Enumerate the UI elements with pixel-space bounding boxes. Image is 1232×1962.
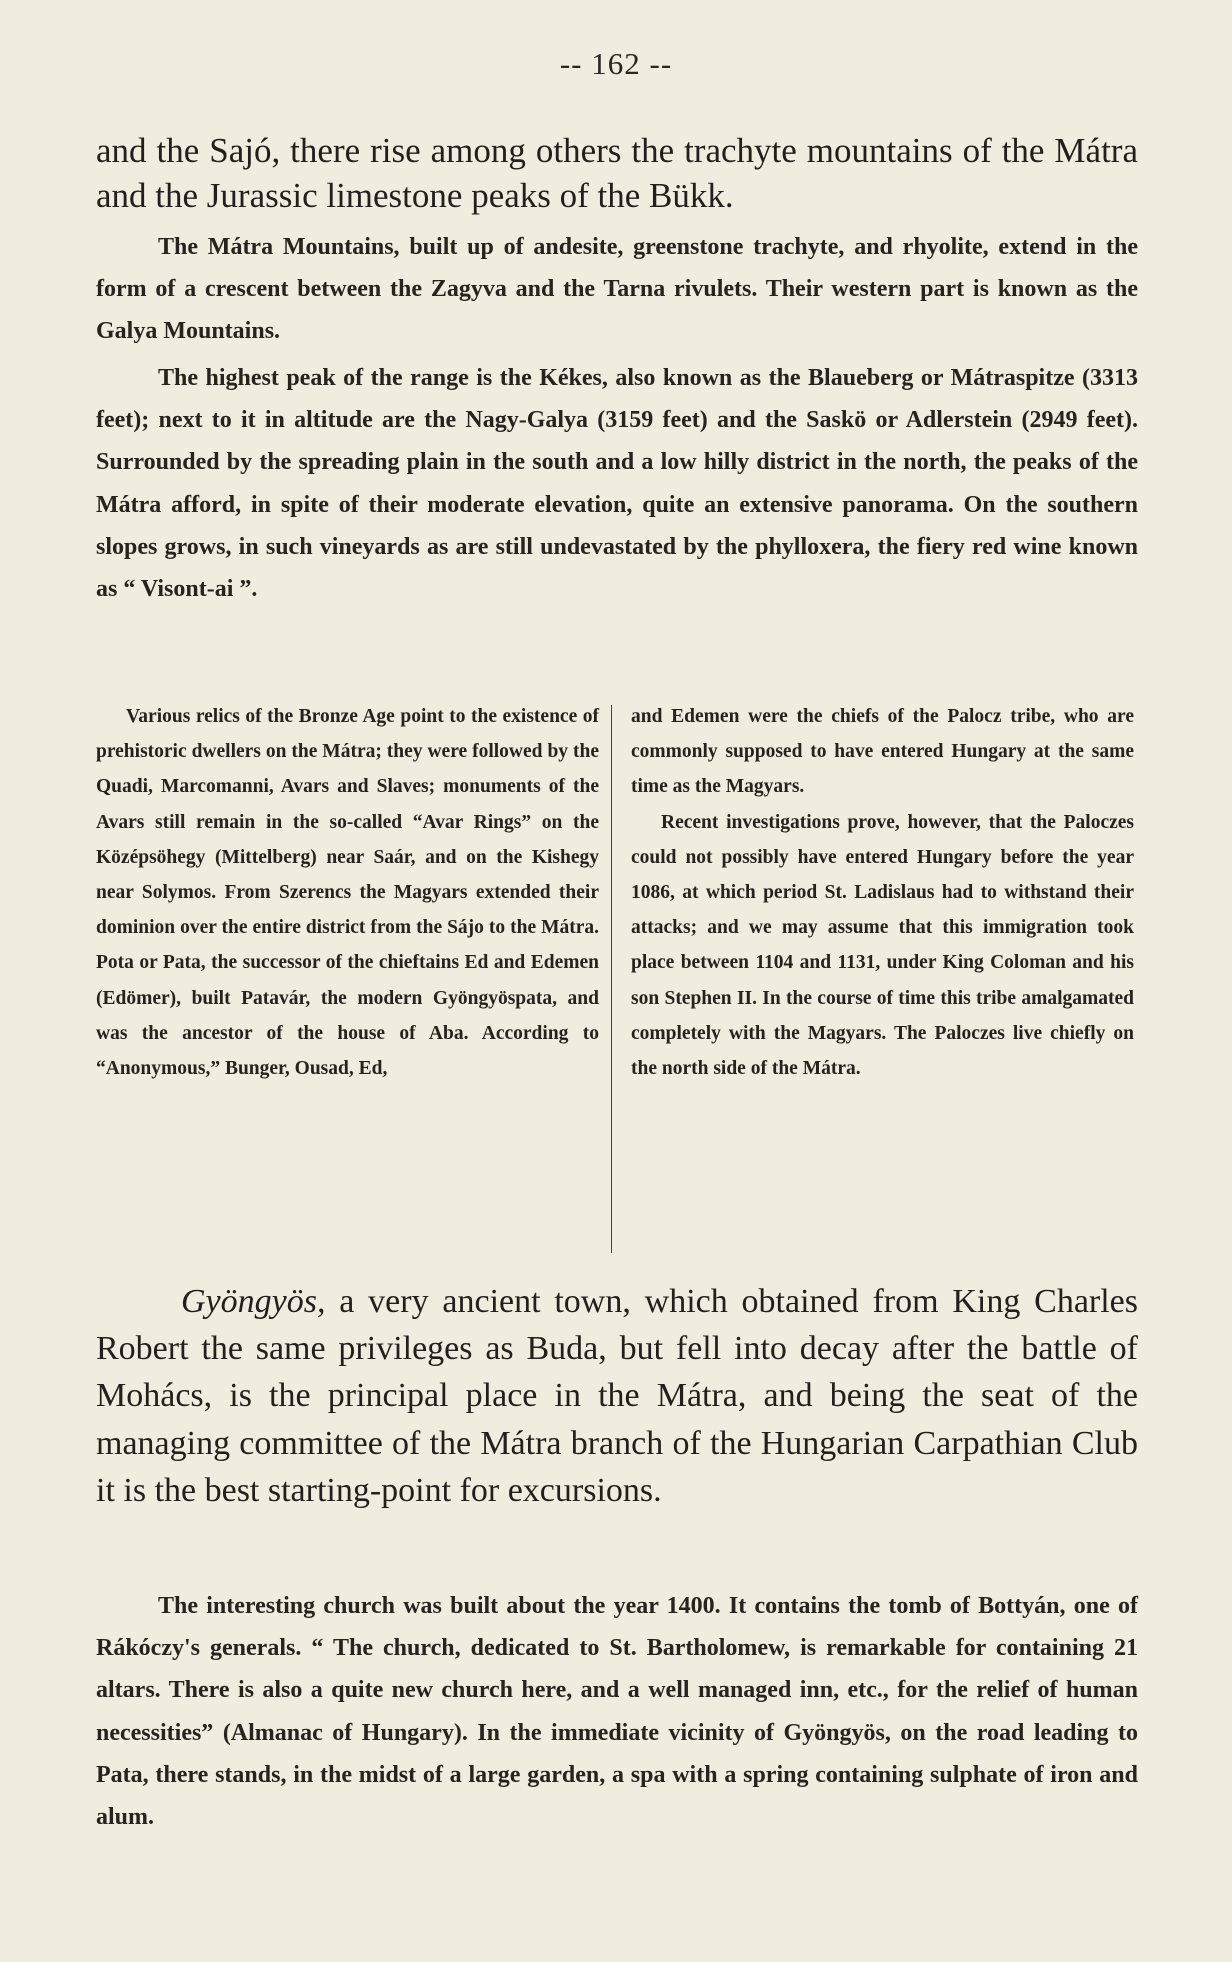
page-number: -- 162 -- xyxy=(559,46,673,81)
church-paragraph xyxy=(96,1585,1138,1838)
history-left-text: Various relics of the Bronze Age point to the existence of prehistoric dwellers on the Mátra; they were followed by the Quadi, Marcomanni, Avars and Slaves; monuments of the Avars still remain in the so-called “Avar Rings” on the Középsöhegy (Mittelberg) near Saár, and on the Kishegy near Solymos. From Szerencs the Magyars extended their dominion over the entire district from the Sájo to the Mátra. Pota or Pata, the successor of the chieftains Ed and Edemen (Edömer), built Patavár, the modern Gyöngyöspata, and was the ancestor of the house of Aba. According to “Anonymous,” Bunger, Ousad, Ed, xyxy=(96,706,599,1080)
matra-mountains-text: The Mátra Mountains, built up of andesite, greenstone trachyte, and rhyolite, extend in the form of a crescent between the Zagyva and the Tarna rivulets. Their western part is known as the Galya Mountains. xyxy=(96,234,1138,345)
church-text: The interesting church was built about the year 1400. It contains the tomb of Bottyán, one of Rákóczy's generals. “ The church, dedicated to St. Bartholomew, is remarkable for containing 21 altars. There is also a quite new church here, and a well managed inn, etc., for the relief of human necessities” (Almanac of Hungary). In the immediate vicinity of Gyöngyös, on the road leading to Pata, there stands, in the midst of a large garden, a spa with a spring containing sulphate of iron and alum. xyxy=(96,1593,1138,1831)
highest-peak-paragraph xyxy=(96,357,1138,610)
gyongyos-line xyxy=(96,1278,1138,1514)
column-divider xyxy=(611,705,612,1253)
matra-mountains-paragraph xyxy=(96,226,1138,353)
history-columns xyxy=(96,699,1138,1259)
gyongyos-paragraph xyxy=(96,1278,1138,1514)
highest-peak-text: The highest peak of the range is the Kékes, also known as the Blaueberg or Mátraspitze (3313 feet); next to it in altitude are the Nagy-Galya (3159 feet) and the Saskö or Adlerstein (2949 feet). Surrounded by the spreading plain in the south and a low hilly district in the north, the peaks of the Mátra afford, in spite of their moderate elevation, quite an extensive panorama. On the southern slopes grows, in such vineyards as are still undevastated by the phylloxera, the fiery red wine known as “ Visont-ai ”. xyxy=(96,365,1138,603)
history-right-continuation: and Edemen were the chiefs of the Palocz tribe, who are commonly supposed to have entered Hungary at the same time as the Magyars. xyxy=(631,706,1134,798)
history-right-paragraph: Recent investigations prove, however, that the Paloczes could not possibly have entered Hungary before the year 1086, at which period St. Ladislaus had to withstand their attacks; and we may assume that this immigration took place between 1104 and 1131, under King Coloman and his son Stephen II. In the course of time this tribe amalgamated completely with the Magyars. The Paloczes live chiefly on the north side of the Mátra. xyxy=(631,811,1134,1080)
history-right-column xyxy=(631,699,1134,1086)
gyongyos-text: a very ancient town, which obtained from King Charles Robert the same privileges as Buda, but fell into decay after the battle of Mohács, is the principal place in the Mátra, and being the seat of the managing committee of the Mátra branch of the Hungarian Carpathian Club it is the best starting-point for excursions. xyxy=(96,1283,1138,1509)
history-left-column xyxy=(96,699,599,1086)
lead-paragraph xyxy=(96,128,1138,218)
gyongyos-title: Gyöngyös, xyxy=(181,1283,326,1320)
lead-text: and the Sajó, there rise among others the trachyte mountains of the Mátra and the Jurassic limestone peaks of the Bükk. xyxy=(96,131,1138,215)
